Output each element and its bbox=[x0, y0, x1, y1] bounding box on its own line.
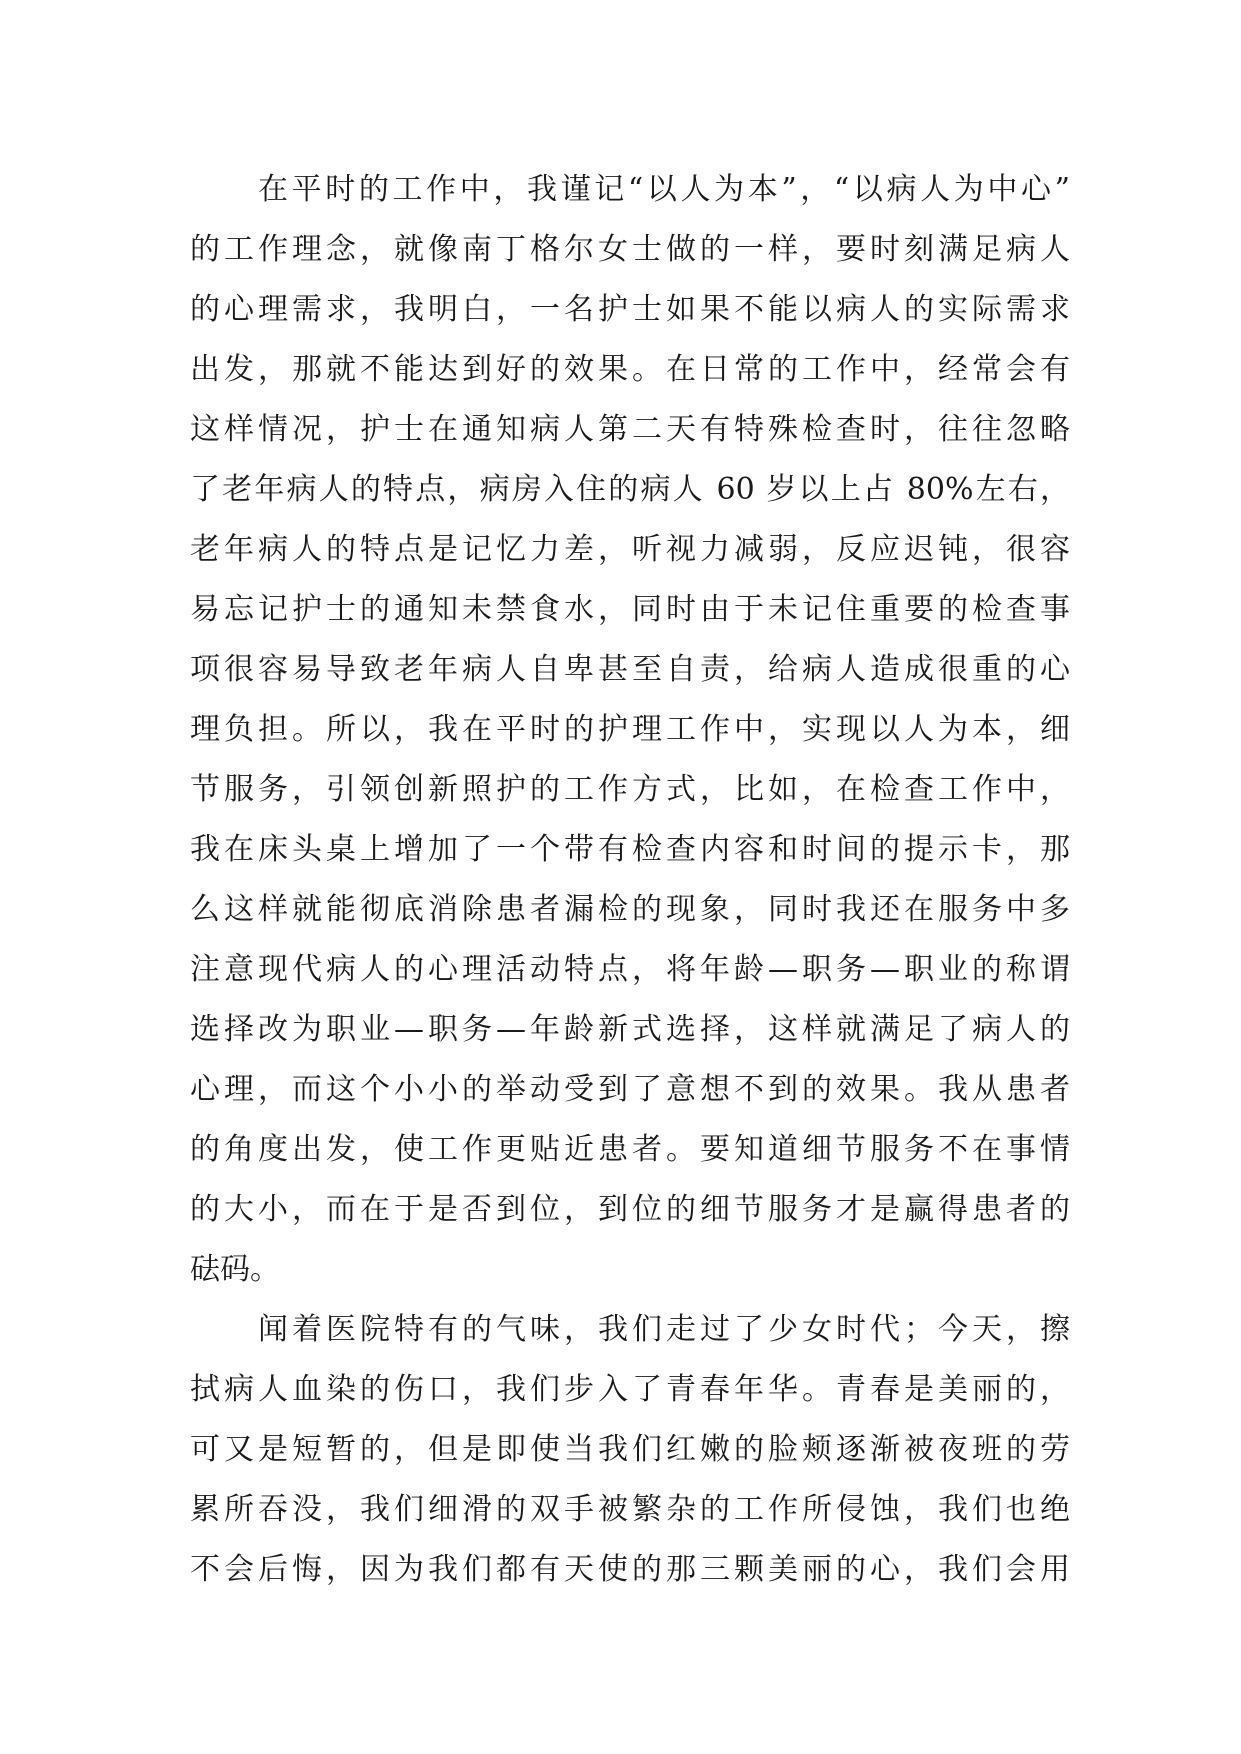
text-line: 节服务，引领创新照护的工作方式，比如，在检查工作中， bbox=[190, 772, 1070, 807]
text-line: 老年病人的特点是记忆力差，听视力减弱，反应迟钝，很容 bbox=[190, 532, 1070, 567]
text-line: 注意现代病人的心理活动特点，将年龄—职务—职业的称谓 bbox=[190, 952, 1070, 987]
text-line: 闻着医院特有的气味，我们走过了少女时代；今天，擦 bbox=[258, 1312, 1070, 1347]
text-line: 我在床头桌上增加了一个带有检查内容和时间的提示卡，那 bbox=[190, 832, 1070, 867]
text-line: 了老年病人的特点，病房入住的病人 60 岁以上占 80%左右， bbox=[190, 472, 1070, 507]
document-body bbox=[190, 160, 1070, 1600]
text-line: 的心理需求，我明白，一名护士如果不能以病人的实际需求 bbox=[190, 292, 1070, 327]
text-line: 拭病人血染的伤口，我们步入了青春年华。青春是美丽的， bbox=[190, 1372, 1070, 1407]
paragraph-1 bbox=[190, 160, 1070, 1300]
text-line: 累所吞没，我们细滑的双手被繁杂的工作所侵蚀，我们也绝 bbox=[190, 1492, 1070, 1527]
text-line: 理负担。所以，我在平时的护理工作中，实现以人为本，细 bbox=[190, 712, 1070, 747]
text-line: 可又是短暂的，但是即使当我们红嫩的脸颊逐渐被夜班的劳 bbox=[190, 1432, 1070, 1467]
text-line: 砝码。 bbox=[190, 1252, 280, 1287]
text-line: 的角度出发，使工作更贴近患者。要知道细节服务不在事情 bbox=[190, 1132, 1070, 1167]
text-line: 选择改为职业—职务—年龄新式选择，这样就满足了病人的 bbox=[190, 1012, 1070, 1047]
text-line: 出发，那就不能达到好的效果。在日常的工作中，经常会有 bbox=[190, 352, 1070, 387]
text-line: 项很容易导致老年病人自卑甚至自责，给病人造成很重的心 bbox=[190, 652, 1070, 687]
paragraph-2 bbox=[190, 1300, 1070, 1600]
text-line: 心理，而这个小小的举动受到了意想不到的效果。我从患者 bbox=[190, 1072, 1070, 1107]
text-line: 的大小，而在于是否到位，到位的细节服务才是赢得患者的 bbox=[190, 1192, 1070, 1227]
text-line: 的工作理念，就像南丁格尔女士做的一样，要时刻满足病人 bbox=[190, 232, 1070, 267]
text-line: 不会后悔，因为我们都有天使的那三颗美丽的心，我们会用 bbox=[190, 1552, 1070, 1587]
text-line: 在平时的工作中，我谨记“以人为本”，“以病人为中心” bbox=[258, 172, 1070, 207]
text-line: 这样情况，护士在通知病人第二天有特殊检查时，往往忽略 bbox=[190, 412, 1070, 447]
text-line: 么这样就能彻底消除患者漏检的现象，同时我还在服务中多 bbox=[190, 892, 1070, 927]
text-line: 易忘记护士的通知未禁食水，同时由于未记住重要的检查事 bbox=[190, 592, 1070, 627]
